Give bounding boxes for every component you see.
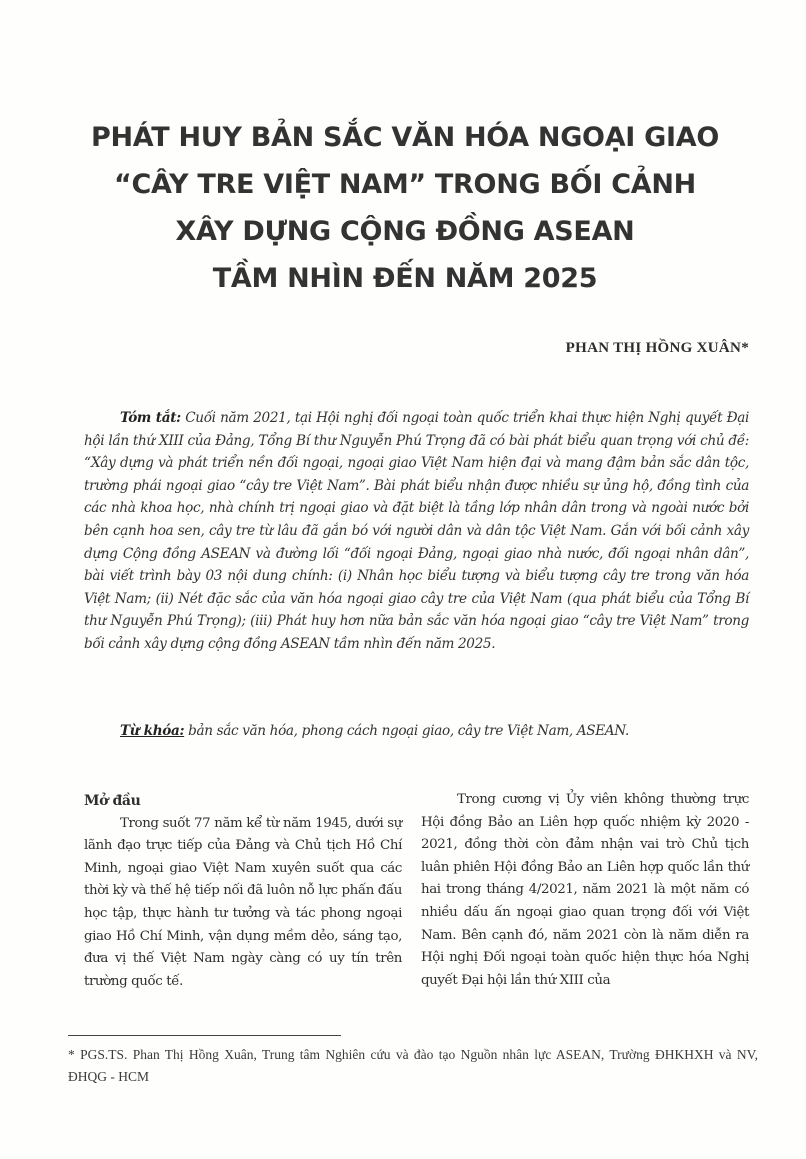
body-column-left xyxy=(84,790,402,993)
body-paragraph: Trong cương vị Ủy viên không thường trực Hội đồng Bảo an Liên hợp quốc nhiệm kỳ 2020 - 2021, đồng thời còn đảm nhận vai trò Chủ tịch luân phiên Hội đồng Bảo an Liên hợp quốc lần thứ hai trong tháng 4/2021, năm 2021 là một năm có nhiều dấu ấn ngoại giao quan trọng đối với Việt Nam. Bên cạnh đó, năm 2021 còn là năm diễn ra Hội nghị Đối ngoại toàn quốc hiện thực hóa Nghị quyết Đại hội lần thứ XIII của xyxy=(421,792,749,988)
article-title xyxy=(60,114,750,302)
title-line: PHÁT HUY BẢN SẮC VĂN HÓA NGOẠI GIAO xyxy=(90,122,720,153)
section-heading: Mở đầu xyxy=(84,793,141,809)
title-line: “CÂY TRE VIỆT NAM” TRONG BỐI CẢNH xyxy=(114,169,696,200)
abstract-text: Cuối năm 2021, tại Hội nghị đối ngoại toàn quốc triển khai thực hiện Nghị quyết Đại hội lần thứ XIII của Đảng, Tổng Bí thư Nguyễn Phú Trọng đã có bài phát biểu quan trọng với chủ đề: “Xây dựng và phát triển nền đối ngoại, ngoại giao Việt Nam hiện đại và mang đậm bản sắc dân tộc, trường phái ngoại giao “cây tre Việt Nam”. Bài phát biểu nhận được nhiều sự ủng hộ, đồng tình của các nhà khoa học, nhà chính trị ngoại giao và đặt biệt là tầng lớp nhân dân trong và ngoài nước bởi bên cạnh hoa sen, cây tre từ lâu đã gắn bó với người dân và dân tộc Việt Nam. Gắn với bối cảnh xây dựng Cộng đồng ASEAN và đường lối “đối ngoại Đảng, ngoại giao nhà nước, đối ngoại nhân dân”, bài viết trình bày 03 nội dung chính: (i) Nhân học biểu tượng và biểu tượng cây tre trong văn hóa Việt Nam; (ii) Nét đặc sắc của văn hóa ngoại giao cây tre của Việt Nam (qua phát biểu của Tổng Bí thư Nguyễn Phú Trọng); (iii) Phát huy hơn nữa bản sắc văn hóa ngoại giao “cây tre Việt Nam” trong bối cảnh xây dựng cộng đồng ASEAN tầm nhìn đến năm 2025. xyxy=(84,410,749,652)
title-line: XÂY DỰNG CỘNG ĐỒNG ASEAN xyxy=(175,216,635,247)
keywords xyxy=(120,720,760,742)
keywords-label: Từ khóa: xyxy=(120,723,185,739)
footnote: * PGS.TS. Phan Thị Hồng Xuân, Trung tâm Nghiên cứu và đào tạo Nguồn nhân lực ASEAN, Trường ĐHKHXH và NV, ĐHQG - HCM xyxy=(68,1047,758,1084)
title-line: TẦM NHÌN ĐẾN NĂM 2025 xyxy=(212,263,598,294)
body-column-right xyxy=(421,789,749,992)
abstract-label: Tóm tắt: xyxy=(120,410,181,426)
keywords-text: bản sắc văn hóa, phong cách ngoại giao, cây tre Việt Nam, ASEAN. xyxy=(184,723,629,739)
abstract xyxy=(84,407,749,656)
footnote-divider xyxy=(68,1035,341,1036)
author-name: PHAN THỊ HỒNG XUÂN* xyxy=(565,340,749,356)
body-paragraph: Trong suốt 77 năm kể từ năm 1945, dưới sự lãnh đạo trực tiếp của Đảng và Chủ tịch Hồ Chí Minh, ngoại giao Việt Nam xuyên suốt qua các thời kỳ và thế hệ tiếp nối đã luôn nỗ lực phấn đấu học tập, thực hành tư tưởng và tác phong ngoại giao Hồ Chí Minh, vận dụng mềm dẻo, sáng tạo, đưa vị thế Việt Nam ngày càng có uy tín trên trường quốc tế. xyxy=(84,815,402,989)
